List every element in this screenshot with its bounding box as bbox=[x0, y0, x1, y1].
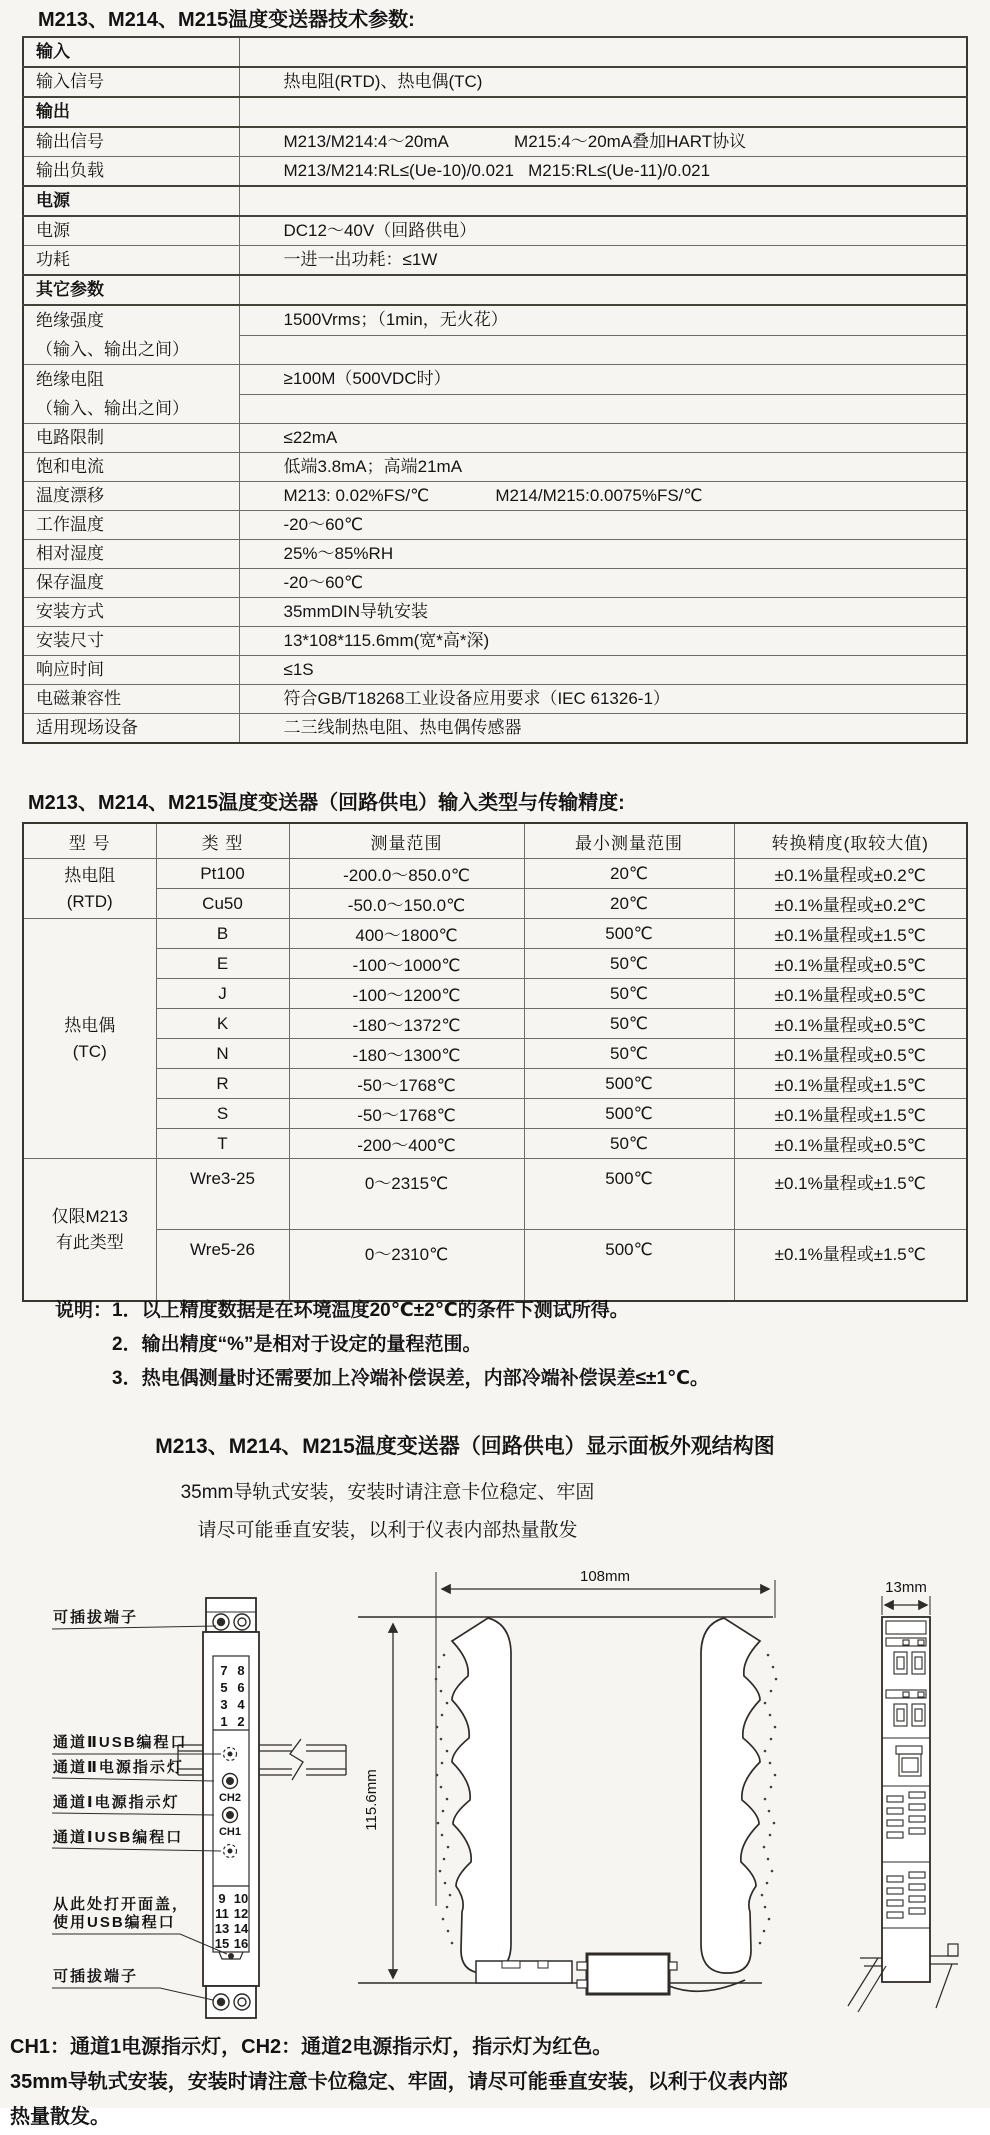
terminal-number: 3 bbox=[220, 1697, 228, 1712]
table-row bbox=[23, 216, 967, 246]
footer-line-1: CH1：通道1电源指示灯，CH2：通道2电源指示灯，指示灯为红色。 bbox=[10, 2036, 613, 2058]
dim-depth-label: 115.6mm bbox=[363, 1769, 380, 1831]
group-label-line2: (TC) bbox=[72, 1041, 107, 1061]
side-body bbox=[882, 1617, 930, 1982]
param-label: 饱和电流 bbox=[23, 453, 239, 482]
label-open-cover-1: 从此处打开面盖， bbox=[53, 1896, 190, 1913]
terminal-number: 12 bbox=[233, 1906, 249, 1921]
table-row bbox=[23, 127, 967, 157]
group-label-line1: 热电阻 bbox=[64, 866, 116, 885]
param-value bbox=[239, 186, 967, 216]
param-label: 输出信号 bbox=[23, 127, 239, 157]
param-label: 适用现场设备 bbox=[23, 714, 239, 744]
cell-accuracy: ±0.1%量程或±0.5℃ bbox=[734, 949, 967, 979]
notes-block bbox=[55, 1294, 709, 1396]
cell-range: -50.0～150.0℃ bbox=[289, 889, 524, 919]
cell-min-range: 500℃ bbox=[524, 1230, 734, 1302]
param-label: 相对湿度 bbox=[23, 540, 239, 569]
col-header-type: 类 型 bbox=[156, 823, 289, 859]
group-label-line1: 热电偶 bbox=[64, 1016, 116, 1035]
table-row bbox=[23, 540, 967, 569]
cell-min-range: 50℃ bbox=[524, 979, 734, 1009]
cell-range: -180～1372℃ bbox=[289, 1009, 524, 1039]
terminal-number: 14 bbox=[233, 1921, 249, 1936]
dim-width-label: 108mm bbox=[579, 1568, 631, 1585]
group-label-line2: (RTD) bbox=[66, 891, 113, 911]
table-row bbox=[23, 1230, 967, 1302]
terminal-number: 7 bbox=[220, 1663, 228, 1678]
cell-range: 0～2310℃ bbox=[289, 1230, 524, 1302]
param-value: -20～60℃ bbox=[239, 569, 967, 598]
tech-params-title: M213、M214、M215温度变送器技术参数: bbox=[38, 9, 415, 31]
cell-range: -50～1768℃ bbox=[289, 1069, 524, 1099]
cell-type: E bbox=[156, 949, 289, 979]
param-value: DC12～40V（回路供电） bbox=[239, 216, 967, 246]
hatch-dots-left bbox=[435, 1654, 454, 1945]
table-header-row bbox=[23, 823, 967, 859]
cell-min-range: 50℃ bbox=[524, 1009, 734, 1039]
footer-line-2: 35mm导轨式安装，安装时请注意卡位稳定、牢固，请尽可能垂直安装，以利于仪表内部 bbox=[10, 2071, 788, 2093]
table-row bbox=[23, 859, 967, 889]
cell-type: Cu50 bbox=[156, 889, 289, 919]
label-terminal-top: 可插拔端子 bbox=[53, 1609, 139, 1626]
param-label: 输出负载 bbox=[23, 157, 239, 187]
ch1-label: CH1 bbox=[218, 1826, 242, 1838]
table-row bbox=[23, 482, 967, 511]
notes-items bbox=[112, 1294, 709, 1396]
table-row bbox=[23, 424, 967, 453]
note-item-2: 2．输出精度“%”是相对于设定的量程范围。 bbox=[112, 1334, 482, 1355]
cell-type: T bbox=[156, 1129, 289, 1159]
table-row bbox=[23, 949, 967, 979]
param-label bbox=[23, 305, 239, 365]
param-value: ≤1S bbox=[239, 656, 967, 685]
cell-min-range: 500℃ bbox=[524, 919, 734, 949]
param-label: 电磁兼容性 bbox=[23, 685, 239, 714]
param-value: M213: 0.02%FS/℃ M214/M215:0.0075%FS/℃ bbox=[239, 482, 967, 511]
param-label: 温度漂移 bbox=[23, 482, 239, 511]
footer-line-3: 热量散发。 bbox=[10, 2106, 110, 2128]
col-header-model: 型 号 bbox=[23, 823, 156, 859]
table-row bbox=[23, 889, 967, 919]
cell-accuracy: ±0.1%量程或±1.5℃ bbox=[734, 1099, 967, 1129]
structure-title: M213、M214、M215温度变送器（回路供电）显示面板外观结构图 bbox=[155, 1435, 775, 1458]
cell-min-range: 20℃ bbox=[524, 859, 734, 889]
table-row bbox=[23, 186, 967, 216]
label-ch2-usb: 通道ⅡUSB编程口 bbox=[53, 1734, 188, 1751]
table-row bbox=[23, 453, 967, 482]
param-section-label: 输入 bbox=[23, 37, 239, 67]
param-value: 35mmDIN导轨安装 bbox=[239, 598, 967, 627]
cell-type: N bbox=[156, 1039, 289, 1069]
terminal-number: 9 bbox=[218, 1891, 226, 1906]
accuracy-title: M213、M214、M215温度变送器（回路供电）输入类型与传输精度: bbox=[28, 792, 625, 814]
param-label bbox=[23, 365, 239, 424]
param-value: -20～60℃ bbox=[239, 511, 967, 540]
param-value: 热电阻(RTD)、热电偶(TC) bbox=[239, 67, 967, 97]
table-row bbox=[23, 1039, 967, 1069]
table-row bbox=[23, 511, 967, 540]
housing-profile-right bbox=[701, 1618, 760, 1973]
cell-range: -200.0～850.0℃ bbox=[289, 859, 524, 889]
terminal-number: 8 bbox=[237, 1663, 245, 1678]
cell-min-range: 50℃ bbox=[524, 1039, 734, 1069]
accuracy-table bbox=[22, 822, 968, 1302]
hatch-dots-right bbox=[759, 1654, 778, 1945]
param-value bbox=[239, 97, 967, 127]
param-label: 安装方式 bbox=[23, 598, 239, 627]
table-row bbox=[23, 1099, 967, 1129]
table-row bbox=[23, 1069, 967, 1099]
cell-min-range: 50℃ bbox=[524, 1129, 734, 1159]
table-row bbox=[23, 714, 967, 744]
param-label: 输入信号 bbox=[23, 67, 239, 97]
table-row bbox=[23, 919, 967, 949]
footer-text bbox=[10, 2030, 984, 2135]
param-label: 电路限制 bbox=[23, 424, 239, 453]
cell-accuracy: ±0.1%量程或±0.2℃ bbox=[734, 859, 967, 889]
terminal-number: 4 bbox=[237, 1697, 245, 1712]
model-group-m213-only bbox=[23, 1159, 156, 1302]
housing-profile-left bbox=[452, 1618, 511, 1973]
cell-range: 0～2315℃ bbox=[289, 1159, 524, 1230]
open-cover-dot bbox=[228, 1953, 234, 1959]
callout-labels bbox=[53, 1608, 189, 1985]
cell-min-range: 500℃ bbox=[524, 1159, 734, 1230]
table-row bbox=[23, 1009, 967, 1039]
param-section-label: 其它参数 bbox=[23, 275, 239, 305]
table-row bbox=[23, 67, 967, 97]
param-value: M213/M214:RL≤(Ue-10)/0.021 M215:RL≤(Ue-11)/0.021 bbox=[239, 157, 967, 187]
param-value: 二三线制热电阻、热电偶传感器 bbox=[239, 714, 967, 744]
table-row bbox=[23, 569, 967, 598]
param-label: 功耗 bbox=[23, 246, 239, 276]
param-label-line1: 绝缘强度 bbox=[36, 311, 104, 330]
label-ch1-led: 通道Ⅰ电源指示灯 bbox=[53, 1794, 180, 1811]
param-value: 25%～85%RH bbox=[239, 540, 967, 569]
cell-range: -50～1768℃ bbox=[289, 1099, 524, 1129]
table-row bbox=[23, 37, 967, 67]
cell-accuracy: ±0.1%量程或±1.5℃ bbox=[734, 919, 967, 949]
param-label: 响应时间 bbox=[23, 656, 239, 685]
cell-accuracy: ±0.1%量程或±0.5℃ bbox=[734, 1009, 967, 1039]
table-row bbox=[23, 157, 967, 187]
label-ch1-usb: 通道ⅠUSB编程口 bbox=[53, 1829, 184, 1846]
cell-min-range: 20℃ bbox=[524, 889, 734, 919]
param-label: 工作温度 bbox=[23, 511, 239, 540]
col-header-range: 测量范围 bbox=[289, 823, 524, 859]
cell-type: Wre3-25 bbox=[156, 1159, 289, 1230]
param-value: 符合GB/T18268工业设备应用要求（IEC 61326-1） bbox=[239, 685, 967, 714]
structure-subtitle-1: 35mm导轨式安装，安装时请注意卡位稳定、牢固 bbox=[180, 1482, 595, 1503]
param-label: 电源 bbox=[23, 216, 239, 246]
label-open-cover-2: 使用USB编程口 bbox=[53, 1914, 176, 1931]
param-section-label: 电源 bbox=[23, 186, 239, 216]
ch2-label: CH2 bbox=[218, 1792, 242, 1804]
terminal-number: 13 bbox=[214, 1921, 230, 1936]
table-row bbox=[23, 1159, 967, 1230]
terminal-number: 6 bbox=[237, 1680, 245, 1695]
cell-range: -100～1000℃ bbox=[289, 949, 524, 979]
cell-accuracy: ±0.1%量程或±0.5℃ bbox=[734, 1039, 967, 1069]
note-item-3: 3．热电偶测量时还需要加上冷端补偿误差，内部冷端补偿误差≤±1℃。 bbox=[112, 1368, 710, 1389]
terminal-number: 11 bbox=[215, 1906, 229, 1921]
terminal-number: 10 bbox=[233, 1891, 249, 1906]
terminal-number: 1 bbox=[220, 1714, 228, 1729]
param-label-line1: 绝缘电阻 bbox=[36, 370, 104, 389]
table-row bbox=[23, 246, 967, 276]
cell-type: R bbox=[156, 1069, 289, 1099]
top-view bbox=[358, 1568, 777, 1994]
param-value: 一进一出功耗：≤1W bbox=[239, 246, 967, 276]
dim-thickness-label: 13mm bbox=[885, 1579, 927, 1596]
table-row bbox=[23, 97, 967, 127]
cell-range: 400～1800℃ bbox=[289, 919, 524, 949]
cell-range: -200～400℃ bbox=[289, 1129, 524, 1159]
cell-range: -180～1300℃ bbox=[289, 1039, 524, 1069]
param-value: ≥100M（500VDC时） bbox=[239, 365, 967, 395]
terminal-number: 2 bbox=[237, 1714, 245, 1729]
cell-accuracy: ±0.1%量程或±0.2℃ bbox=[734, 889, 967, 919]
table-row bbox=[23, 365, 967, 395]
cell-min-range: 500℃ bbox=[524, 1069, 734, 1099]
table-row bbox=[23, 685, 967, 714]
cell-accuracy: ±0.1%量程或±1.5℃ bbox=[734, 1159, 967, 1230]
cell-type: J bbox=[156, 979, 289, 1009]
table-row bbox=[23, 979, 967, 1009]
param-value bbox=[239, 275, 967, 305]
side-view bbox=[848, 1579, 958, 2012]
cell-type: S bbox=[156, 1099, 289, 1129]
group-label-line1: 仅限M213 bbox=[51, 1207, 129, 1226]
param-value-empty bbox=[239, 394, 967, 424]
group-label-line2: 有此类型 bbox=[55, 1232, 124, 1252]
cell-range: -100～1200℃ bbox=[289, 979, 524, 1009]
structure-subtitle-2: 请尽可能垂直安装，以利于仪表内部热量散发 bbox=[197, 1520, 578, 1541]
param-label: 保存温度 bbox=[23, 569, 239, 598]
cell-accuracy: ±0.1%量程或±0.5℃ bbox=[734, 1129, 967, 1159]
label-ch2-led: 通道Ⅱ电源指示灯 bbox=[53, 1759, 184, 1776]
cell-accuracy: ±0.1%量程或±1.5℃ bbox=[734, 1069, 967, 1099]
col-header-min-range: 最小测量范围 bbox=[524, 823, 734, 859]
table-row bbox=[23, 598, 967, 627]
cell-type: K bbox=[156, 1009, 289, 1039]
model-group-rtd bbox=[23, 859, 156, 919]
col-header-accuracy: 转换精度(取较大值) bbox=[734, 823, 967, 859]
label-terminal-bottom: 可插拔端子 bbox=[53, 1968, 139, 1985]
terminal-number: 15 bbox=[214, 1936, 230, 1951]
tech-params-table bbox=[22, 36, 968, 744]
table-row bbox=[23, 305, 967, 335]
param-value: 1500Vrms；（1min，无火花） bbox=[239, 305, 967, 335]
table-row bbox=[23, 275, 967, 305]
table-row bbox=[23, 1129, 967, 1159]
terminal-number: 16 bbox=[233, 1936, 249, 1951]
cell-min-range: 500℃ bbox=[524, 1099, 734, 1129]
param-value: M213/M214:4～20mA M215:4～20mA叠加HART协议 bbox=[239, 127, 967, 157]
param-section-label: 输出 bbox=[23, 97, 239, 127]
cell-accuracy: ±0.1%量程或±1.5℃ bbox=[734, 1230, 967, 1302]
param-value: 低端3.8mA；高端21mA bbox=[239, 453, 967, 482]
param-label-line2: （输入、输出之间） bbox=[36, 340, 189, 359]
param-value bbox=[239, 37, 967, 67]
table-row bbox=[23, 627, 967, 656]
param-label: 安装尺寸 bbox=[23, 627, 239, 656]
cell-type: Pt100 bbox=[156, 859, 289, 889]
param-value: ≤22mA bbox=[239, 424, 967, 453]
param-value-empty bbox=[239, 335, 967, 365]
cell-min-range: 50℃ bbox=[524, 949, 734, 979]
cell-accuracy: ±0.1%量程或±0.5℃ bbox=[734, 979, 967, 1009]
table-row bbox=[23, 656, 967, 685]
cell-type: B bbox=[156, 919, 289, 949]
cell-type: Wre5-26 bbox=[156, 1230, 289, 1302]
notes-label: 说明： bbox=[55, 1300, 113, 1321]
param-label-line2: （输入、输出之间） bbox=[36, 399, 189, 418]
note-item-1: 1．以上精度数据是在环境温度20℃±2℃的条件下测试所得。 bbox=[112, 1300, 629, 1321]
param-value: 13*108*115.6mm(宽*高*深) bbox=[239, 627, 967, 656]
model-group-tc bbox=[23, 919, 156, 1159]
structure-diagram bbox=[0, 1558, 990, 2028]
terminal-number: 5 bbox=[220, 1680, 228, 1695]
